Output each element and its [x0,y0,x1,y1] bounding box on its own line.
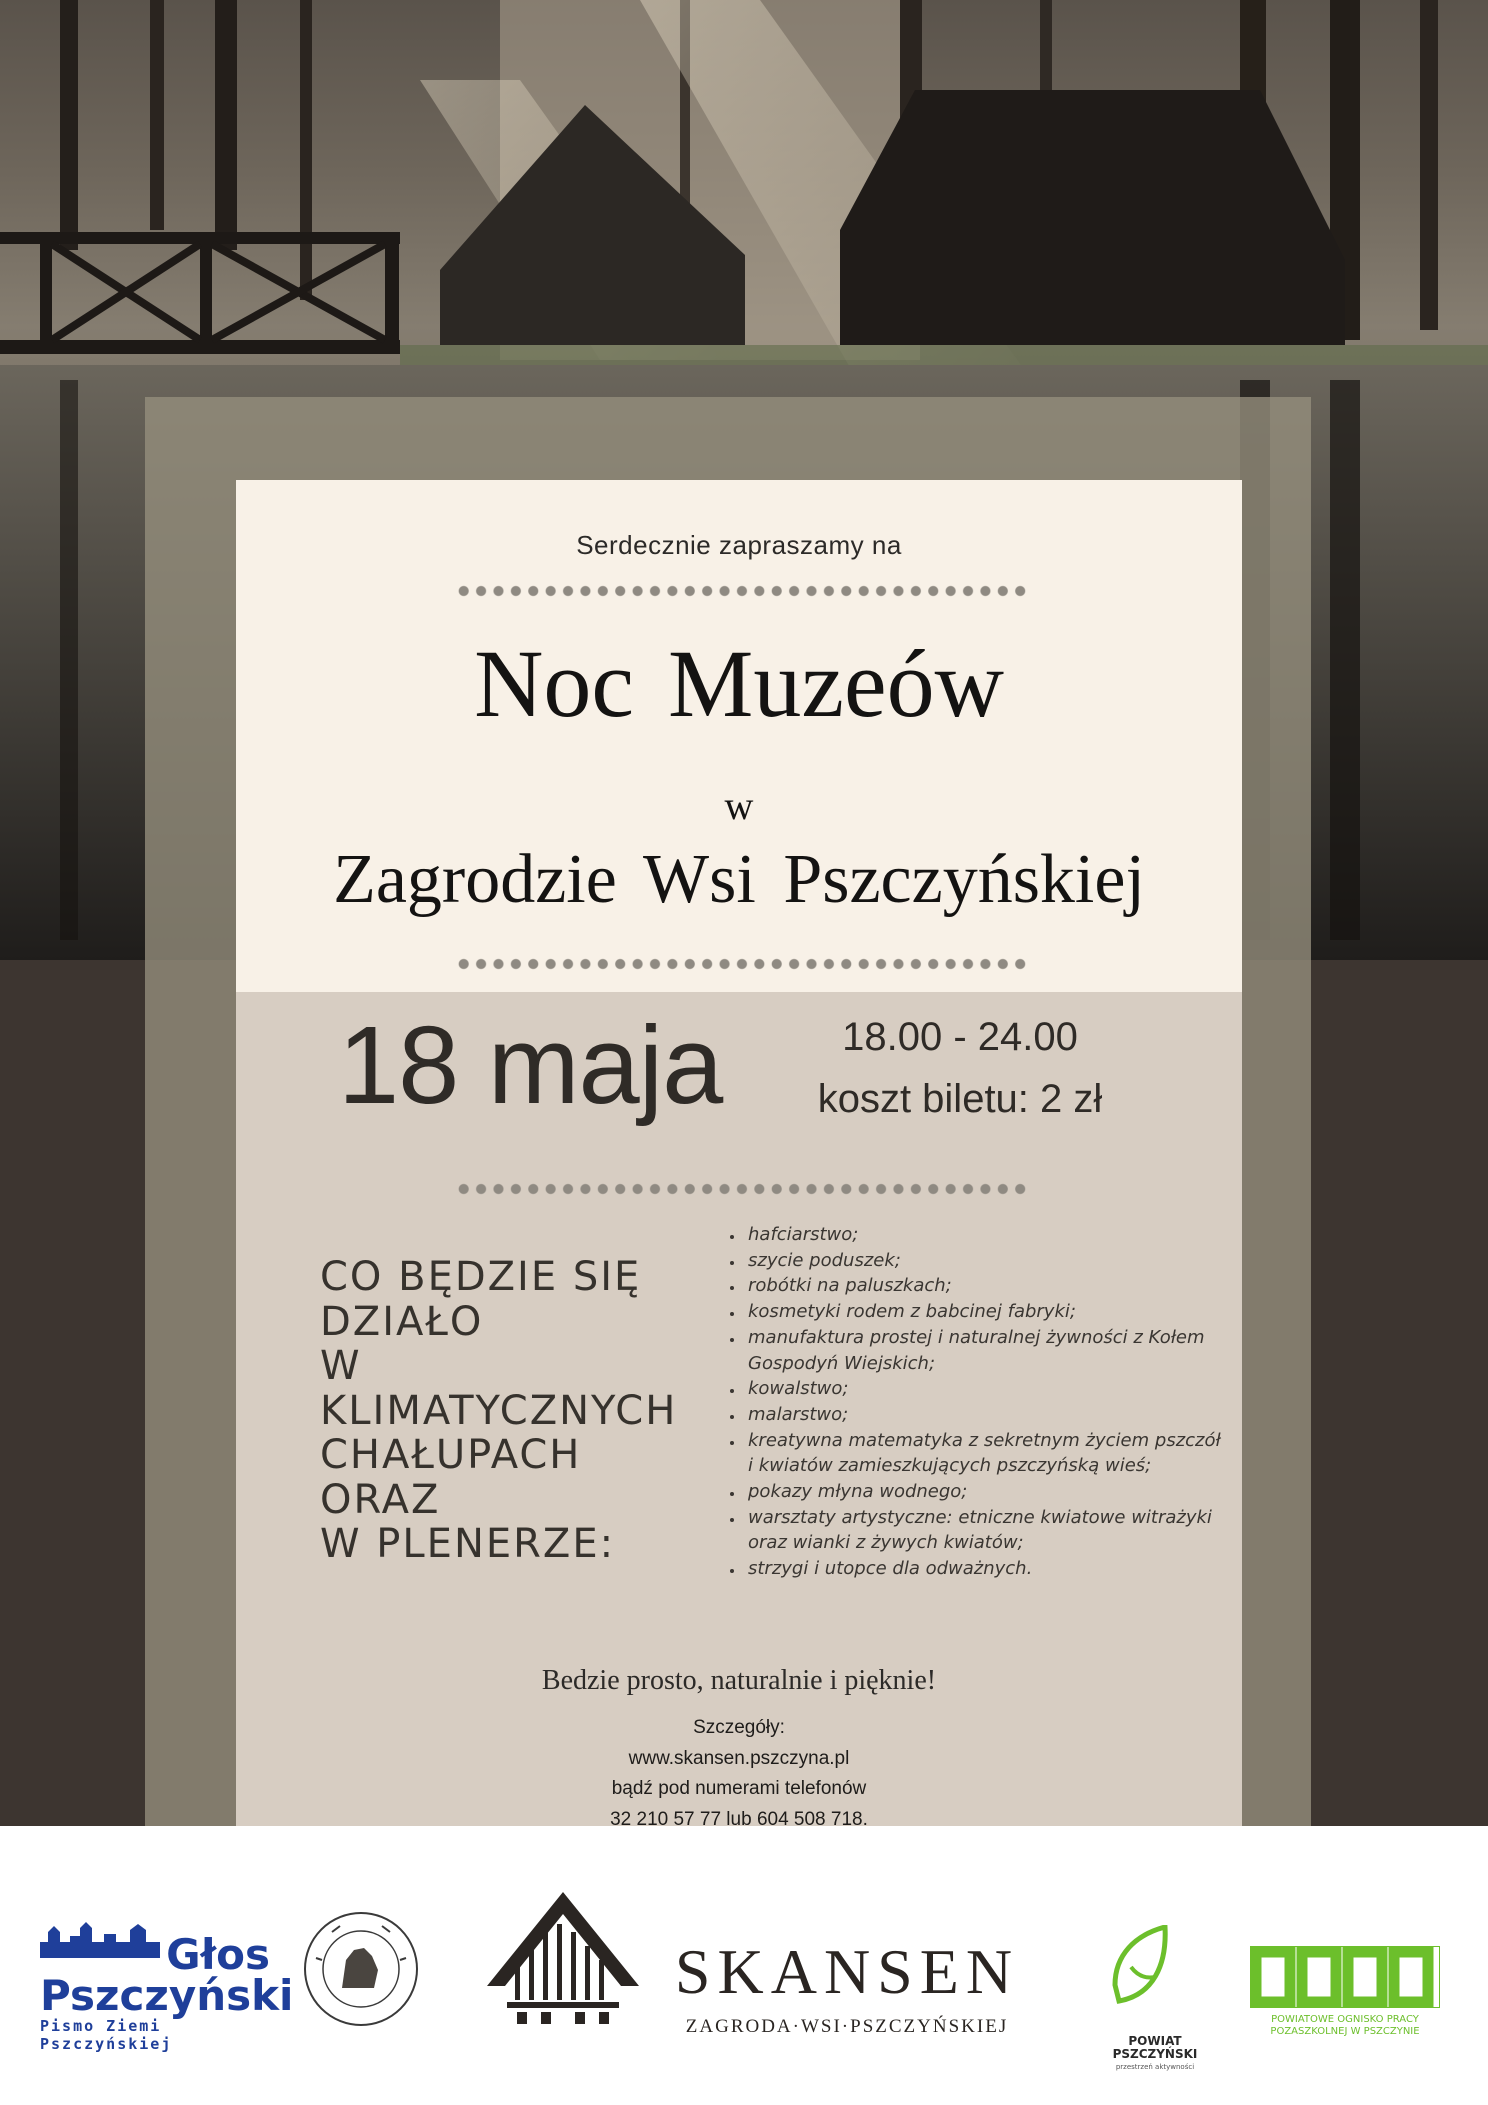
list-item: • pokazy młyna wodnego; [744,1479,1224,1505]
skansen-hut-icon [485,1890,641,2026]
details-label: Szczegóły: [693,1717,785,1738]
slogan: Bedzie prosto, naturalnie i pięknie! [541,1665,937,1696]
popp-logo [1250,1946,1440,2008]
heading-line: CO BĘDZIE SIĘ [320,1254,642,1300]
popp-name: POWIATOWE OGNISKO PRACY POZASZKOLNEJ W PSZCZYNIE [1270,2014,1420,2037]
list-item: • kosmetyki rodem z babcinej fabryki; [744,1299,1224,1325]
agency-seal-logo [302,1910,420,2028]
skansen-wordmark: SKANSEN [674,1936,1020,2007]
list-item: • kreatywna matematyka z sekretnym życiem pszczół i kwiatów zamieszkujących pszczyńską wieś; [744,1428,1224,1479]
glos-pszczynski-logo: Głos Pszczyński Pismo Ziemi Pszczyńskiej [40,1930,294,2053]
list-item: • warsztaty artystyczne: etniczne kwiatowe witrażyki oraz wianki z żywych kwiatów; [744,1505,1224,1556]
list-item: • robótki na paluszkach; [744,1273,1224,1299]
activities-list [728,1222,1224,1582]
list-item: • malarstwo; [744,1402,1224,1428]
powiat-name: POWIAT PSZCZYŃSKI [1112,2034,1198,2061]
details-phone-intro: bądź pod numerami telefonów [611,1778,867,1799]
title-connector: w [724,783,754,828]
list-item: • manufaktura prostej i naturalnej żywności z Kołem Gospodyń Wiejskich; [744,1325,1224,1376]
phone-numbers: 32 210 57 77 lub 604 508 718. [610,1808,868,1830]
website-link[interactable]: www.skansen.pszczyna.pl [628,1747,850,1769]
heading-line: CHAŁUPACH [320,1432,582,1478]
dotted-divider [455,1183,1029,1195]
powiat-leaf-icon [1105,1925,1175,2031]
list-item: • kowalstwo; [744,1376,1224,1402]
heading-line: DZIAŁO [320,1298,484,1345]
dotted-divider [455,958,1029,970]
heading-line: W PLENERZE: [320,1521,616,1567]
list-item: • hafciarstwo; [744,1222,1224,1248]
list-item: • szycie poduszek; [744,1248,1224,1274]
list-item: • strzygi i utopce dla odważnych. [744,1556,1224,1582]
event-hours: 18.00 - 24.00 [842,1015,1078,1059]
activities-heading [320,1255,700,1567]
ticket-price: koszt biletu: 2 zł [817,1077,1103,1121]
venue-title: Zagrodzie Wsi Pszczyńskiej [333,841,1145,918]
heading-line: W [320,1343,362,1389]
event-title: Noc Muzeów [474,630,1004,737]
event-date: 18 maja [338,1004,723,1127]
invitation-text: Serdecznie zapraszamy na [576,530,902,560]
contact-details [236,1713,1242,1835]
skansen-subtitle: ZAGRODA·WSI·PSZCZYŃSKIEJ [685,2016,1009,2037]
heading-line: ORAZ [320,1476,441,1523]
dotted-divider [455,585,1029,597]
powiat-tagline: przestrzeń aktywności [1115,2063,1195,2071]
heading-line: KLIMATYCZNYCH [320,1387,678,1434]
